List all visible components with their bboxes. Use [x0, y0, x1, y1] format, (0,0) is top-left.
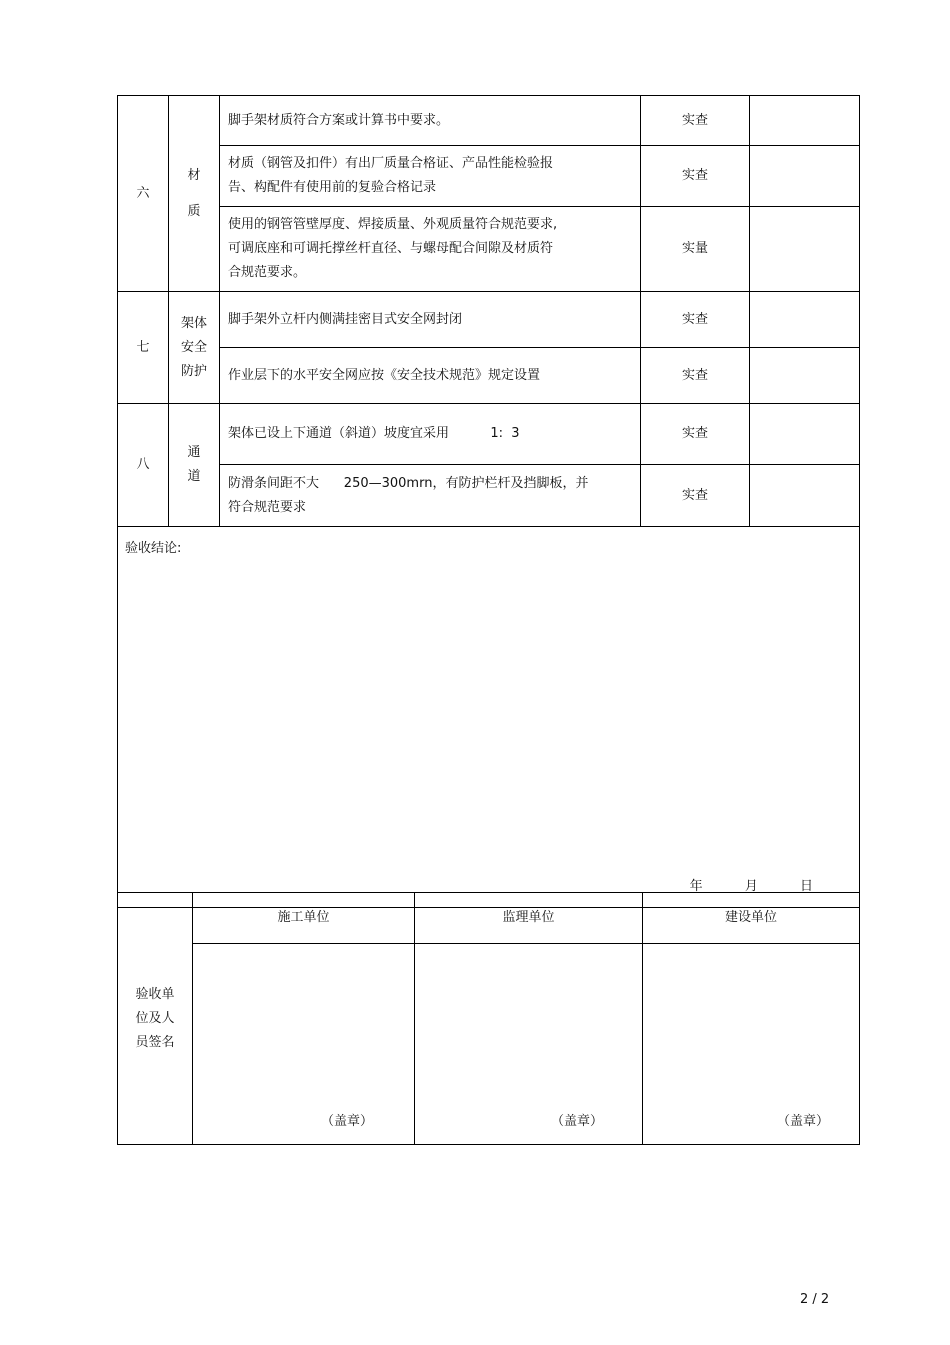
result-cell[interactable]: [750, 404, 860, 465]
category-line: 道: [187, 469, 201, 484]
check-method: 实查: [641, 96, 750, 146]
signature-label-line: 位及人: [135, 1010, 175, 1026]
page-number: 2 / 2: [800, 1292, 830, 1307]
result-cell[interactable]: [750, 207, 860, 292]
signature-label-line: 验收单: [135, 986, 175, 1002]
check-method: 实查: [641, 465, 750, 527]
item-line: 使用的钢管管壁厚度、焊接质量、外观质量符合规范要求,: [228, 217, 558, 232]
category-line: 架体: [180, 315, 207, 331]
signature-label: [118, 893, 193, 1145]
check-method: 实查: [641, 146, 750, 207]
table-row: [118, 893, 860, 944]
item-line: 可调底座和可调托撑丝杆直径、与螺母配合间隙及材质符: [228, 241, 554, 256]
check-method: 实查: [641, 292, 750, 348]
category-line: 通: [187, 445, 201, 460]
seal-text: （盖章）: [551, 1114, 604, 1129]
result-cell[interactable]: [750, 348, 860, 404]
item-line: 作业层下的水平安全网应按《安全技术规范》规定设置: [228, 367, 541, 383]
table-row: [118, 207, 860, 292]
seal-text: （盖章）: [321, 1114, 374, 1129]
result-cell[interactable]: [750, 146, 860, 207]
conclusion-cell[interactable]: [118, 527, 860, 908]
date-year: 年: [689, 879, 703, 894]
signature-table: [117, 892, 860, 1145]
item-line: 脚手架材质符合方案或计算书中要求。: [228, 112, 450, 128]
category-line: 材: [187, 167, 201, 183]
check-method: 实查: [641, 404, 750, 465]
item-line: 符合规范要求: [228, 499, 307, 515]
table-row: [118, 348, 860, 404]
signature-cell-owner[interactable]: [643, 944, 860, 1145]
check-item: [220, 207, 641, 292]
signature-label-line: 员签名: [135, 1034, 175, 1050]
category-line: 质: [187, 203, 201, 219]
date-day: 日: [799, 879, 813, 894]
check-item: [220, 348, 641, 404]
check-item: [220, 292, 641, 348]
section-category: [169, 404, 220, 527]
seal-text: （盖章）: [777, 1114, 830, 1129]
check-item: [220, 146, 641, 207]
table-row: [118, 146, 860, 207]
unit-header-owner: 建设单位: [643, 893, 860, 944]
check-method: 实查: [641, 348, 750, 404]
check-item: [220, 404, 641, 465]
item-line: 合规范要求。: [228, 265, 307, 280]
date-month: 月: [744, 879, 758, 894]
unit-header-construction: 施工单位: [193, 893, 415, 944]
section-category: [169, 292, 220, 404]
section-number: 六: [118, 96, 169, 292]
result-cell[interactable]: [750, 465, 860, 527]
result-cell[interactable]: [750, 96, 860, 146]
category-line: 安全: [180, 339, 207, 355]
table-row: [118, 404, 860, 465]
inspection-table: [117, 95, 860, 908]
item-line: 材质（钢管及扣件）有出厂质量合格证、产品性能检验报: [228, 156, 554, 171]
item-line: 防滑条间距不大 250—300mrn，有防护栏杆及挡脚板，并: [228, 475, 589, 491]
result-cell[interactable]: [750, 292, 860, 348]
conclusion-row: [118, 527, 860, 908]
table-row: [118, 944, 860, 1145]
check-item: [220, 465, 641, 527]
section-category: [169, 96, 220, 292]
category-line: 防护: [180, 363, 207, 379]
item-line: 脚手架外立杆内侧满挂密目式安全网封闭: [228, 311, 463, 327]
item-line: 架体已设上下通道（斜道）坡度宜采用 1: 3: [228, 426, 520, 441]
check-item: [220, 96, 641, 146]
table-row: [118, 292, 860, 348]
item-line: 告、构配件有使用前的复验合格记录: [228, 180, 437, 195]
unit-header-supervision: 监理单位: [415, 893, 643, 944]
conclusion-label: 验收结论:: [125, 541, 182, 556]
section-number: 七: [118, 292, 169, 404]
table-row: [118, 465, 860, 527]
signature-cell-supervision[interactable]: [415, 944, 643, 1145]
check-method: 实量: [641, 207, 750, 292]
section-number: 八: [118, 404, 169, 527]
table-row: [118, 96, 860, 146]
signature-cell-construction[interactable]: [193, 944, 415, 1145]
